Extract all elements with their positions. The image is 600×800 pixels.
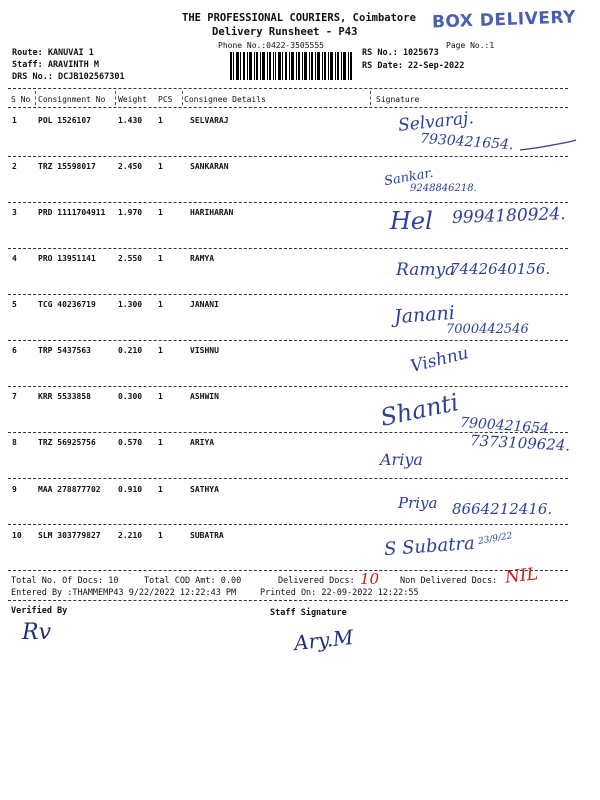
runsheet-title: Delivery Runsheet - P43 [212,26,358,38]
divider [8,88,568,89]
verified-by-signature: Rv [22,620,51,645]
row-consignee: HARIHARAN [190,208,234,217]
row-consignee: SANKARAN [190,162,229,171]
rs-number: RS No.: 1025673 [362,48,439,58]
signature-phone-9: 8664212416. [452,500,553,518]
row-weight: 0.910 [118,485,143,494]
col-sno: S No [11,95,31,104]
signature-phone-8: 7373109624. [469,431,571,455]
row-pcs: 1 [158,254,163,263]
signature-hariharan: Hel [390,207,433,235]
divider [8,107,568,108]
row-sno: 8 [12,438,17,447]
col-pcs: PCS [158,95,173,104]
col-sep [35,91,36,105]
row-divider [8,202,568,203]
signature-phone-5: 7000442546 [446,322,529,337]
col-sep [370,91,371,105]
row-pcs: 1 [158,300,163,309]
delivered-docs-label: Delivered Docs: [278,576,355,586]
row-consignment: TRZ 15598017 [38,162,96,171]
col-consignment: Consignment No [38,95,106,104]
signature-phone-1: 7930421654. [419,130,514,154]
route: Route: KANUVAI 1 [12,48,94,58]
row-consignee: ARIYA [190,438,215,447]
verified-by-label: Verified By [11,606,68,616]
col-sep [182,91,183,105]
row-sno: 6 [12,346,17,355]
drs-number: DRS No.: DCJB102567301 [12,72,125,82]
row-weight: 1.970 [118,208,143,217]
signature-stroke [518,138,578,154]
signature-vishnu: Vishnu [408,343,471,377]
row-pcs: 1 [158,531,163,540]
row-divider [8,570,568,571]
row-consignment: TRP 5437563 [38,346,91,355]
row-sno: 5 [12,300,17,309]
barcode [230,52,352,80]
row-consignment: TCG 40236719 [38,300,96,309]
row-divider [8,340,568,341]
row-sno: 3 [12,208,17,217]
signature-ariya: Ariya [380,450,423,469]
signature-sathya: Priya [398,494,438,512]
staff: Staff: ARAVINTH M [12,60,99,70]
signature-phone-4: 7442640156. [450,260,551,278]
row-consignment: MAA 278877702 [38,485,101,494]
staff-signature-label: Staff Signature [270,608,347,618]
row-divider [8,294,568,295]
phone-number: Phone No.:0422-3505555 [218,41,324,50]
row-pcs: 1 [158,116,163,125]
row-consignee: SATHYA [190,485,219,494]
printed-on: Printed On: 22-09-2022 12:22:55 [260,588,419,598]
row-weight: 0.300 [118,392,143,401]
row-weight: 2.450 [118,162,143,171]
row-weight: 1.430 [118,116,143,125]
row-sno: 1 [12,116,17,125]
row-weight: 2.550 [118,254,143,263]
entered-by: Entered By :THAMMEMP43 9/22/2022 12:22:43 PM [11,588,237,598]
row-divider [8,156,568,157]
staff-signature: Ary.M [292,624,355,656]
row-consignee: RAMYA [190,254,215,263]
signature-phone-7: 7900421654. [459,414,554,438]
row-sno: 4 [12,254,17,263]
footer-divider [8,600,568,601]
total-docs: Total No. Of Docs: 10 [11,576,119,586]
row-pcs: 1 [158,485,163,494]
delivered-docs-value: 10 [360,570,380,588]
row-weight: 2.210 [118,531,143,540]
row-consignment: TRZ 56925756 [38,438,96,447]
row-consignee: SELVARAJ [190,116,229,125]
row-weight: 0.210 [118,346,143,355]
row-consignment: PRO 13951141 [38,254,96,263]
row-pcs: 1 [158,438,163,447]
col-consignee: Consignee Details [184,95,266,104]
company-name: THE PROFESSIONAL COURIERS, Coimbatore [182,12,416,24]
row-sno: 9 [12,485,17,494]
col-sep [115,91,116,105]
col-signature: Signature [376,95,420,104]
row-divider [8,386,568,387]
row-pcs: 1 [158,392,163,401]
signature-janani: Janani [393,301,456,329]
col-weight: Weight [118,95,147,104]
row-pcs: 1 [158,162,163,171]
signature-ramya: Ramya [396,260,456,280]
non-delivered-docs-value: NIL [504,564,539,588]
signature-sankaran: Sankar. [383,165,435,190]
row-consignee: SUBATRA [190,531,224,540]
signature-date-10: 23/9/22 [477,531,514,547]
row-sno: 10 [12,531,22,540]
row-consignee: VISHNU [190,346,219,355]
row-consignment: KRR 5533858 [38,392,91,401]
row-consignment: PRD 1111704911 [38,208,106,217]
row-pcs: 1 [158,208,163,217]
signature-subatra: S Subatra [383,532,476,561]
non-delivered-docs-label: Non Delivered Docs: [400,576,498,586]
row-divider [8,478,568,479]
signature-selvaraj: Selvaraj. [397,108,475,136]
signature-phone-2: 9248846218. [410,183,477,194]
row-consignee: JANANI [190,300,219,309]
signature-phone-3: 9994180924. [451,204,566,228]
signature-ashwin: Shanti [377,388,462,432]
row-consignee: ASHWIN [190,392,219,401]
box-delivery-stamp: BOX DELIVERY [431,7,577,33]
row-divider [8,524,568,525]
row-consignment: SLM 303779827 [38,531,101,540]
row-sno: 7 [12,392,17,401]
page-number: Page No.:1 [446,41,495,50]
row-weight: 0.570 [118,438,143,447]
row-sno: 2 [12,162,17,171]
total-cod: Total COD Amt: 0.00 [144,576,242,586]
rs-date: RS Date: 22-Sep-2022 [362,61,465,71]
row-divider [8,248,568,249]
row-pcs: 1 [158,346,163,355]
row-consignment: POL 1526107 [38,116,91,125]
row-weight: 1.300 [118,300,143,309]
